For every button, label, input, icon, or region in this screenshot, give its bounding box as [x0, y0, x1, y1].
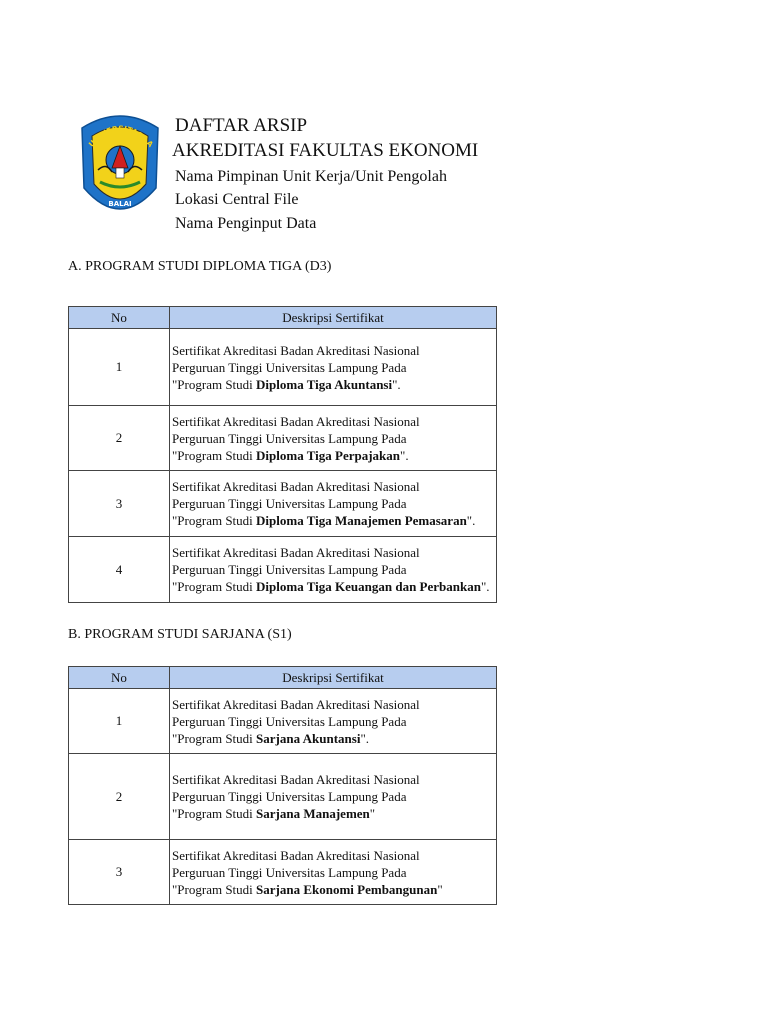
row-number: 1 — [69, 329, 170, 406]
row-number: 1 — [69, 689, 170, 754]
row-number: 4 — [69, 537, 170, 603]
certificate-description: Sertifikat Akreditasi Badan Akreditasi Nasional Perguruan Tinggi Universitas Lampung Pada "Program Studi Diploma Tiga Akuntansi". — [170, 329, 497, 406]
certificate-description: Sertifikat Akreditasi Badan Akreditasi Nasional Perguruan Tinggi Universitas Lampung Pada "Program Studi Diploma Tiga Manajemen Pemasaran". — [170, 471, 497, 537]
section-b-title: B. PROGRAM STUDI SARJANA (S1) — [68, 627, 292, 642]
certificate-description: Sertifikat Akreditasi Badan Akreditasi Nasional Perguruan Tinggi Universitas Lampung Pada "Program Studi Diploma Tiga Keuangan dan Perbankan". — [170, 537, 497, 603]
document-subtitle-clip — [172, 138, 496, 168]
central-file-location-label: Lokasi Central File — [175, 191, 299, 208]
data-input-name-label: Nama Penginput Data — [175, 215, 317, 232]
column-header-description: Deskripsi Sertifikat — [170, 667, 497, 689]
table-row — [69, 689, 497, 754]
unit-leader-label: Nama Pimpinan Unit Kerja/Unit Pengolah — [175, 168, 447, 185]
row-number: 3 — [69, 471, 170, 537]
bachelor-certificates-table — [68, 666, 497, 905]
diploma-certificates-table — [68, 306, 497, 603]
document-subtitle: AKREDITASI FAKULTAS EKONOMI — [172, 140, 479, 161]
table-row — [69, 406, 497, 471]
table-header-row — [69, 667, 497, 689]
section-a-title: A. PROGRAM STUDI DIPLOMA TIGA (D3) — [68, 259, 332, 274]
table-row — [69, 329, 497, 406]
certificate-description: Sertifikat Akreditasi Badan Akreditasi Nasional Perguruan Tinggi Universitas Lampung Pada "Program Studi Sarjana Akuntansi". — [170, 689, 497, 754]
university-logo — [76, 110, 164, 228]
column-header-no: No — [69, 307, 170, 329]
table-row — [69, 840, 497, 905]
table-row — [69, 471, 497, 537]
logo-text-bottom: BALAI — [108, 200, 132, 208]
column-header-description: Deskripsi Sertifikat — [170, 307, 497, 329]
logo-text-top: UNIVERSITAS LA — [86, 123, 156, 149]
row-number: 2 — [69, 406, 170, 471]
column-header-no: No — [69, 667, 170, 689]
table-row — [69, 754, 497, 840]
table-header-row — [69, 307, 497, 329]
certificate-description: Sertifikat Akreditasi Badan Akreditasi Nasional Perguruan Tinggi Universitas Lampung Pada "Program Studi Sarjana Manajemen" — [170, 754, 497, 840]
certificate-description: Sertifikat Akreditasi Badan Akreditasi Nasional Perguruan Tinggi Universitas Lampung Pada "Program Studi Diploma Tiga Perpajakan". — [170, 406, 497, 471]
row-number: 2 — [69, 754, 170, 840]
row-number: 3 — [69, 840, 170, 905]
certificate-description: Sertifikat Akreditasi Badan Akreditasi Nasional Perguruan Tinggi Universitas Lampung Pada "Program Studi Sarjana Ekonomi Pembangunan" — [170, 840, 497, 905]
document-title: DAFTAR ARSIP — [175, 115, 308, 136]
table-row — [69, 537, 497, 603]
